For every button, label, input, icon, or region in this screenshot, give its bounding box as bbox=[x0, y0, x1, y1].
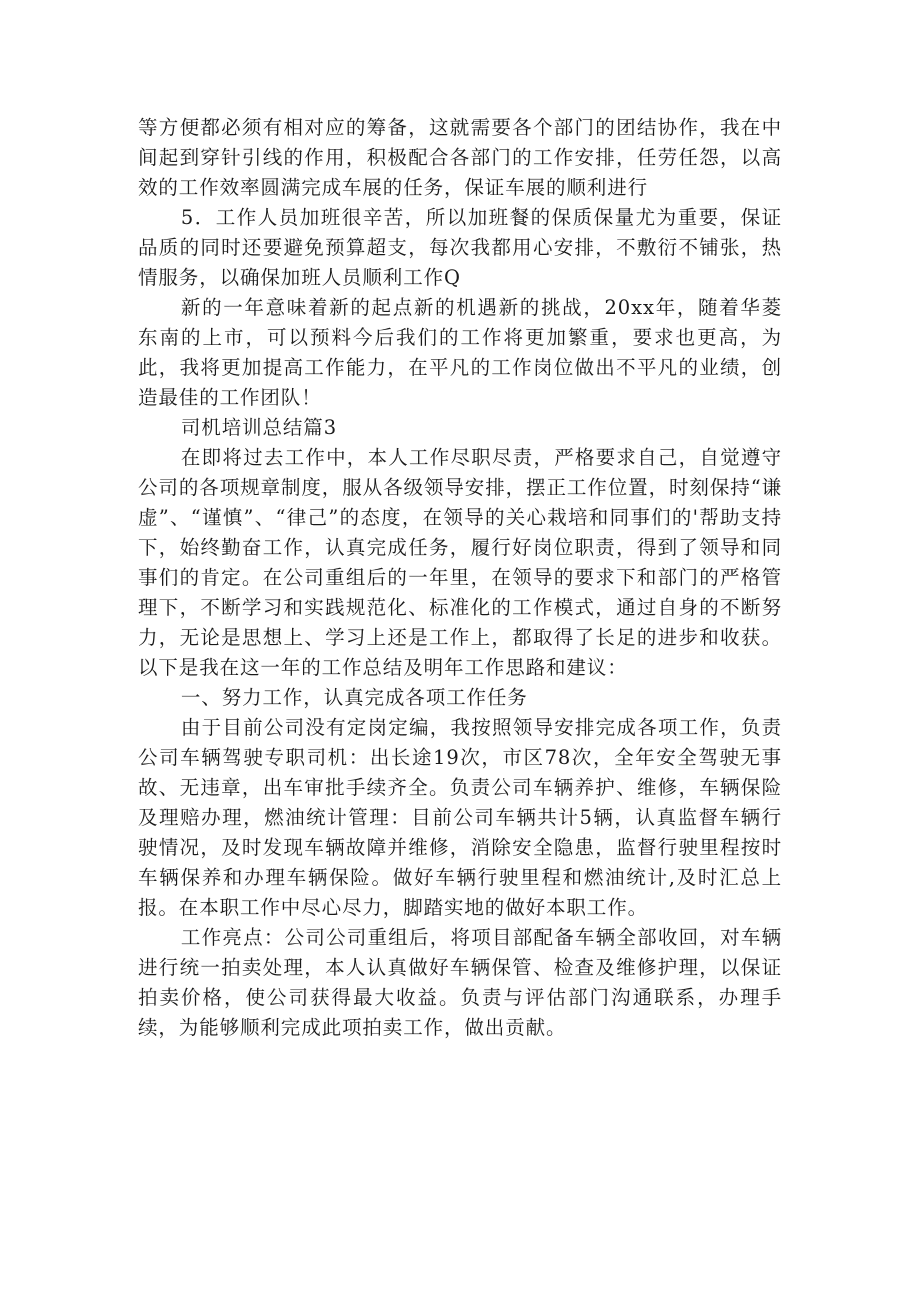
document-page bbox=[138, 113, 782, 1043]
paragraph-driving-duties: 由于目前公司没有定岗定编，我按照领导安排完成各项工作，负责公司车辆驾驶专职司机：出长途19次，市区78次，全年安全驾驶无事故、无违章，出车审批手续齐全。负责公司车辆养护、维修，车辆保险及理赔办理，燃油统计管理：目前公司车辆共计5辆，认真监督车辆行驶情况，及时发现车辆故障并维修，消除安全隐患，监督行驶里程按时车辆保养和办理车辆保险。做好车辆行驶里程和燃油统计,及时汇总上报。在本职工作中尽心尽力，脚踏实地的做好本职工作。 bbox=[138, 716, 782, 919]
paragraph-work-overview: 在即将过去工作中，本人工作尽职尽责，严格要求自己，自觉遵守公司的各项规章制度，服从各级领导安排，摆正工作位置，时刻保持“谦虚”、“谨慎”、“律己”的态度，在领导的关心栽培和同事们的'帮助支持下，始终勤奋工作，认真完成任务，履行好岗位职责，得到了领导和同事们的肯定。在公司重组后的一年里，在领导的要求下和部门的严格管理下，不断学习和实践规范化、标准化的工作模式，通过自身的不断努力，无论是思想上、学习上还是工作上，都取得了长足的进步和收获。以下是我在这一年的工作总结及明年工作思路和建议： bbox=[138, 446, 782, 679]
section-heading-task-completion: 一、努力工作，认真完成各项工作任务 bbox=[180, 686, 528, 709]
section-heading-driver-summary-3: 司机培训总结篇3 bbox=[180, 416, 337, 439]
paragraph-event-coordination: 等方便都必须有相对应的筹备，这就需要各个部门的团结协作，我在中间起到穿针引线的作用，积极配合各部门的工作安排，任劳任怨，以高效的工作效率圆满完成车展的任务，保证车展的顺利进行 bbox=[138, 116, 782, 199]
paragraph-overtime-meals: 5．工作人员加班很辛苦，所以加班餐的保质保量尤为重要，保证品质的同时还要避免预算超支，每次我都用心安排，不敷衍不铺张，热情服务，以确保加班人员顺利工作Q bbox=[138, 206, 782, 289]
paragraph-work-highlights: 工作亮点：公司公司重组后，将项目部配备车辆全部收回，对车辆进行统一拍卖处理，本人认真做好车辆保管、检查及维修护理，以保证拍卖价格，使公司获得最大收益。负责与评估部门沟通联系，办理手续，为能够顺利完成此项拍卖工作，做出贡献。 bbox=[138, 926, 782, 1039]
paragraph-new-year-outlook: 新的一年意味着新的起点新的机遇新的挑战，20xx年，随着华菱东南的上市，可以预料今后我们的工作将更加繁重，要求也更高，为此，我将更加提高工作能力，在平凡的工作岗位做出不平凡的业绩，创造最佳的工作团队！ bbox=[138, 296, 782, 409]
